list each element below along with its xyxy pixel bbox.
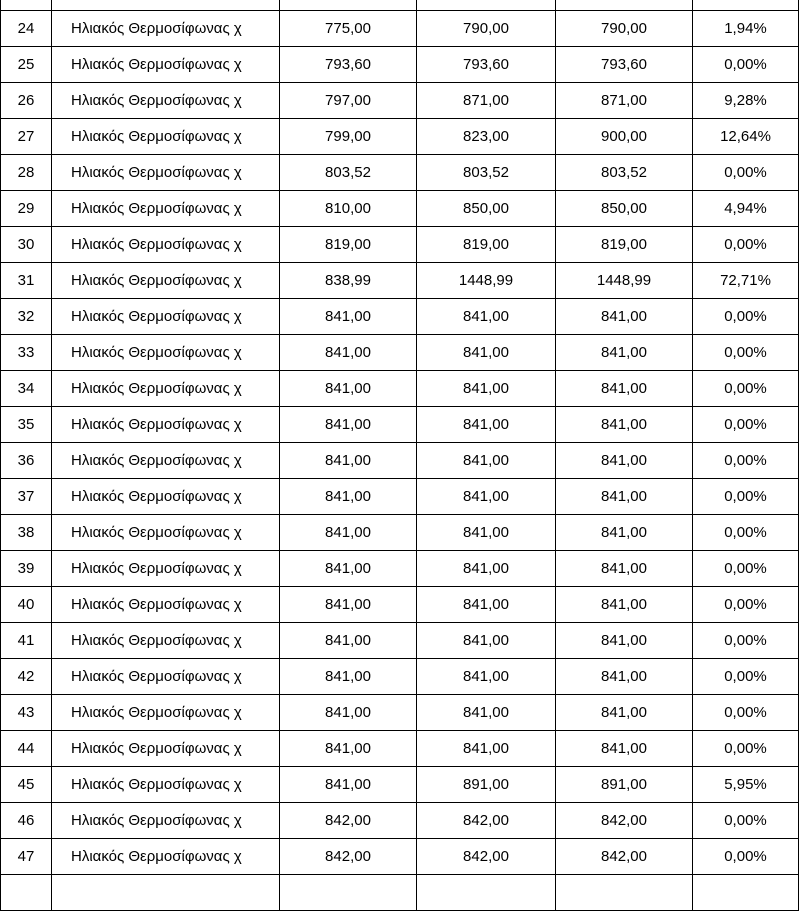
table-row <box>1 875 799 911</box>
value-2-cell: 1448,99 <box>417 263 556 299</box>
description-cell: Ηλιακός Θερμοσίφωνας χ <box>52 191 280 227</box>
value-2-cell: 841,00 <box>417 587 556 623</box>
row-number-cell: 36 <box>1 443 52 479</box>
value-1-cell: 841,00 <box>280 659 417 695</box>
percent-change-cell: 72,71% <box>693 263 799 299</box>
percent-change-cell: 0,00% <box>693 839 799 875</box>
value-3-cell: 841,00 <box>556 479 693 515</box>
value-3-cell: 841,00 <box>556 731 693 767</box>
table-row <box>1 11 799 47</box>
table-row <box>1 155 799 191</box>
percent-change-cell: 12,64% <box>693 119 799 155</box>
percent-change-cell: 0,00% <box>693 155 799 191</box>
description-cell: Ηλιακός Θερμοσίφωνας χ <box>52 767 280 803</box>
row-number-cell: 24 <box>1 11 52 47</box>
row-number-cell: 33 <box>1 335 52 371</box>
description-cell: Ηλιακός Θερμοσίφωνας χ <box>52 155 280 191</box>
percent-change-cell: 0,00% <box>693 587 799 623</box>
value-3-cell: 793,60 <box>556 47 693 83</box>
percent-change-cell: 0,00% <box>693 47 799 83</box>
percent-change-cell: 0,00% <box>693 695 799 731</box>
percent-change-cell: 0,00% <box>693 227 799 263</box>
description-cell: Ηλιακός Θερμοσίφωνας χ <box>52 263 280 299</box>
value-1-cell: 841,00 <box>280 335 417 371</box>
percent-change-cell: 0,00% <box>693 623 799 659</box>
table-row <box>1 263 799 299</box>
row-number-cell: 44 <box>1 731 52 767</box>
description-cell: Ηλιακός Θερμοσίφωνας χ <box>52 551 280 587</box>
table-row <box>1 227 799 263</box>
row-number-cell: 27 <box>1 119 52 155</box>
row-number-cell: 29 <box>1 191 52 227</box>
description-cell: Ηλιακός Θερμοσίφωνας χ <box>52 371 280 407</box>
percent-change-cell: 5,95% <box>693 767 799 803</box>
value-3-cell <box>556 875 693 911</box>
value-1-cell: 803,52 <box>280 155 417 191</box>
row-number-cell: 46 <box>1 803 52 839</box>
value-1-cell: 819,00 <box>280 227 417 263</box>
row-number-cell: 35 <box>1 407 52 443</box>
description-cell: Ηλιακός Θερμοσίφωνας χ <box>52 695 280 731</box>
value-2-cell: 841,00 <box>417 371 556 407</box>
value-3-cell: 841,00 <box>556 299 693 335</box>
table-row <box>1 443 799 479</box>
value-3-cell: 841,00 <box>556 515 693 551</box>
value-1-cell: 841,00 <box>280 479 417 515</box>
table-row <box>1 515 799 551</box>
value-2-cell: 841,00 <box>417 659 556 695</box>
value-3-cell: 841,00 <box>556 371 693 407</box>
percent-change-cell: 0,00% <box>693 515 799 551</box>
row-number-cell: 37 <box>1 479 52 515</box>
percent-change-cell: 0,00% <box>693 659 799 695</box>
row-number-cell: 40 <box>1 587 52 623</box>
description-cell: Ηλιακός Θερμοσίφωνας χ <box>52 623 280 659</box>
table-row <box>1 731 799 767</box>
percent-change-cell: 0,00% <box>693 551 799 587</box>
percent-change-cell: 0,00% <box>693 443 799 479</box>
value-3-cell: 900,00 <box>556 119 693 155</box>
value-2-cell: 841,00 <box>417 335 556 371</box>
table-row <box>1 839 799 875</box>
value-3-cell: 891,00 <box>556 767 693 803</box>
description-cell: Ηλιακός Θερμοσίφωνας χ <box>52 83 280 119</box>
value-1-cell: 838,99 <box>280 263 417 299</box>
table-row <box>1 479 799 515</box>
value-2-cell: 850,00 <box>417 191 556 227</box>
value-3-cell: 819,00 <box>556 227 693 263</box>
value-3-cell: 871,00 <box>556 83 693 119</box>
row-number-cell: 38 <box>1 515 52 551</box>
row-number-cell: 32 <box>1 299 52 335</box>
row-number-cell: 43 <box>1 695 52 731</box>
value-2-cell: 871,00 <box>417 83 556 119</box>
value-2-cell: 841,00 <box>417 443 556 479</box>
value-1-cell: 841,00 <box>280 623 417 659</box>
table-row <box>1 803 799 839</box>
value-2-cell: 842,00 <box>417 839 556 875</box>
value-3-cell: 841,00 <box>556 407 693 443</box>
row-number-cell: 26 <box>1 83 52 119</box>
row-number-cell: 28 <box>1 155 52 191</box>
value-3-cell: 841,00 <box>556 659 693 695</box>
table-row <box>1 0 799 11</box>
description-cell: Ηλιακός Θερμοσίφωνας χ <box>52 11 280 47</box>
value-3-cell: 790,00 <box>556 11 693 47</box>
value-2-cell: 842,00 <box>417 803 556 839</box>
value-3-cell: 841,00 <box>556 335 693 371</box>
value-1-cell: 841,00 <box>280 551 417 587</box>
percent-change-cell: 4,94% <box>693 191 799 227</box>
value-2-cell: 793,60 <box>417 47 556 83</box>
row-number-cell: 47 <box>1 839 52 875</box>
description-cell <box>52 875 280 911</box>
table-row <box>1 659 799 695</box>
value-2-cell: 841,00 <box>417 479 556 515</box>
value-1-cell: 841,00 <box>280 443 417 479</box>
description-cell: Ηλιακός Θερμοσίφωνας χ <box>52 119 280 155</box>
description-cell: Ηλιακός Θερμοσίφωνας χ <box>52 407 280 443</box>
value-2-cell: 790,00 <box>417 11 556 47</box>
value-3-cell: 850,00 <box>556 191 693 227</box>
row-number-cell: 41 <box>1 623 52 659</box>
row-number-cell: 25 <box>1 47 52 83</box>
table-row <box>1 335 799 371</box>
value-1-cell: 797,00 <box>280 83 417 119</box>
table-row <box>1 83 799 119</box>
value-2-cell <box>417 875 556 911</box>
value-2-cell: 841,00 <box>417 731 556 767</box>
row-number-cell: 34 <box>1 371 52 407</box>
value-2-cell: 841,00 <box>417 299 556 335</box>
value-1-cell: 841,00 <box>280 695 417 731</box>
row-number-cell <box>1 875 52 911</box>
table-row <box>1 47 799 83</box>
value-2-cell: 819,00 <box>417 227 556 263</box>
value-1-cell: 841,00 <box>280 587 417 623</box>
value-1-cell: 842,00 <box>280 803 417 839</box>
percent-change-cell: 9,28% <box>693 83 799 119</box>
value-1-cell: 842,00 <box>280 839 417 875</box>
table-row <box>1 407 799 443</box>
value-2-cell: 891,00 <box>417 767 556 803</box>
description-cell: Ηλιακός Θερμοσίφωνας χ <box>52 335 280 371</box>
value-1-cell: 793,60 <box>280 47 417 83</box>
table-row <box>1 587 799 623</box>
value-1-cell <box>280 0 417 11</box>
value-3-cell: 842,00 <box>556 839 693 875</box>
value-2-cell: 841,00 <box>417 695 556 731</box>
row-number-cell <box>1 0 52 11</box>
value-3-cell: 803,52 <box>556 155 693 191</box>
percent-change-cell: 0,00% <box>693 407 799 443</box>
table-row <box>1 623 799 659</box>
description-cell: Ηλιακός Θερμοσίφωνας χ <box>52 479 280 515</box>
description-cell: Ηλιακός Θερμοσίφωνας χ <box>52 443 280 479</box>
value-2-cell: 841,00 <box>417 623 556 659</box>
description-cell: Ηλιακός Θερμοσίφωνας χ <box>52 299 280 335</box>
value-1-cell: 799,00 <box>280 119 417 155</box>
row-number-cell: 45 <box>1 767 52 803</box>
percent-change-cell <box>693 875 799 911</box>
value-2-cell: 803,52 <box>417 155 556 191</box>
value-3-cell: 841,00 <box>556 443 693 479</box>
value-1-cell: 775,00 <box>280 11 417 47</box>
value-2-cell: 841,00 <box>417 515 556 551</box>
value-3-cell: 842,00 <box>556 803 693 839</box>
value-1-cell: 841,00 <box>280 515 417 551</box>
percent-change-cell: 0,00% <box>693 299 799 335</box>
description-cell: Ηλιακός Θερμοσίφωνας χ <box>52 587 280 623</box>
value-3-cell: 1448,99 <box>556 263 693 299</box>
description-cell <box>52 0 280 11</box>
row-number-cell: 39 <box>1 551 52 587</box>
table-row <box>1 299 799 335</box>
value-3-cell: 841,00 <box>556 587 693 623</box>
percent-change-cell: 0,00% <box>693 335 799 371</box>
value-1-cell: 841,00 <box>280 407 417 443</box>
value-3-cell: 841,00 <box>556 695 693 731</box>
value-1-cell: 841,00 <box>280 371 417 407</box>
value-3-cell: 841,00 <box>556 551 693 587</box>
percent-change-cell: 0,00% <box>693 803 799 839</box>
value-1-cell: 841,00 <box>280 299 417 335</box>
table-row <box>1 371 799 407</box>
percent-change-cell <box>693 0 799 11</box>
table-row <box>1 191 799 227</box>
table-row <box>1 767 799 803</box>
percent-change-cell: 0,00% <box>693 371 799 407</box>
value-2-cell <box>417 0 556 11</box>
price-table-body <box>1 0 799 911</box>
description-cell: Ηλιακός Θερμοσίφωνας χ <box>52 47 280 83</box>
value-1-cell: 841,00 <box>280 767 417 803</box>
value-2-cell: 841,00 <box>417 551 556 587</box>
value-1-cell: 810,00 <box>280 191 417 227</box>
description-cell: Ηλιακός Θερμοσίφωνας χ <box>52 731 280 767</box>
value-2-cell: 841,00 <box>417 407 556 443</box>
description-cell: Ηλιακός Θερμοσίφωνας χ <box>52 803 280 839</box>
row-number-cell: 31 <box>1 263 52 299</box>
percent-change-cell: 0,00% <box>693 731 799 767</box>
value-1-cell: 841,00 <box>280 731 417 767</box>
description-cell: Ηλιακός Θερμοσίφωνας χ <box>52 515 280 551</box>
value-3-cell: 841,00 <box>556 623 693 659</box>
percent-change-cell: 0,00% <box>693 479 799 515</box>
table-row <box>1 119 799 155</box>
row-number-cell: 42 <box>1 659 52 695</box>
value-3-cell <box>556 0 693 11</box>
table-row <box>1 695 799 731</box>
description-cell: Ηλιακός Θερμοσίφωνας χ <box>52 659 280 695</box>
description-cell: Ηλιακός Θερμοσίφωνας χ <box>52 839 280 875</box>
percent-change-cell: 1,94% <box>693 11 799 47</box>
value-2-cell: 823,00 <box>417 119 556 155</box>
row-number-cell: 30 <box>1 227 52 263</box>
value-1-cell <box>280 875 417 911</box>
table-row <box>1 551 799 587</box>
description-cell: Ηλιακός Θερμοσίφωνας χ <box>52 227 280 263</box>
